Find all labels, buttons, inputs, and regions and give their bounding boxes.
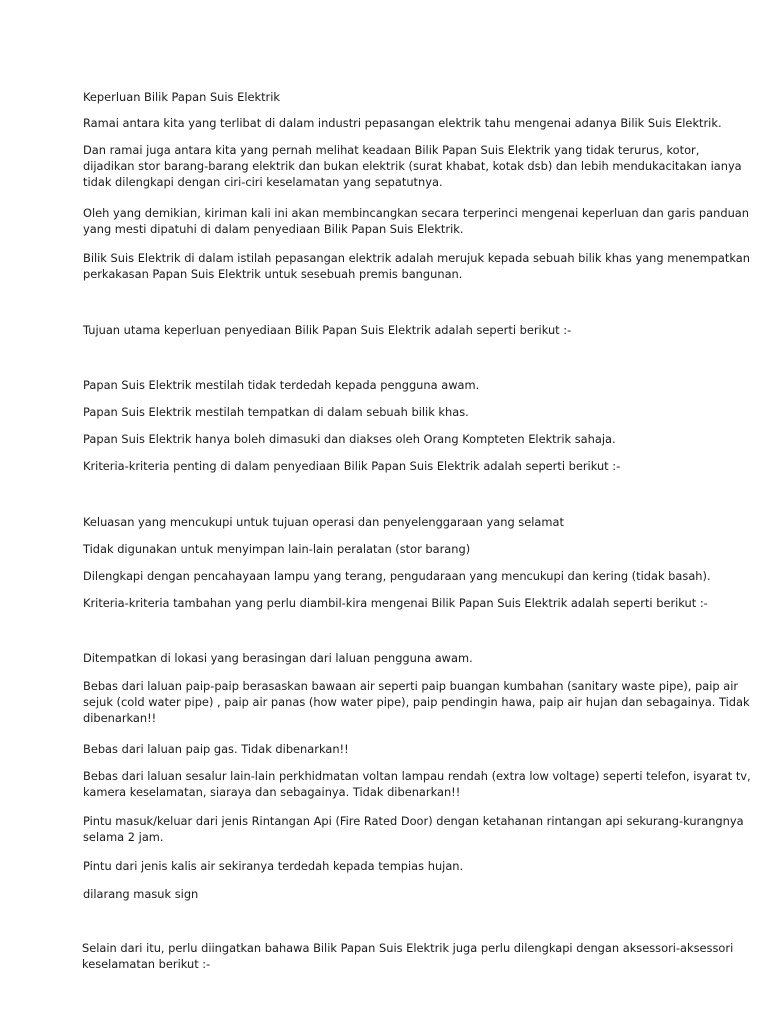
list-item: Bebas dari laluan sesalur lain-lain perkhidmatan voltan lampau rendah (extra low voltage) seperti telefon, isyarat tv, kamera keselamatan, siaraya dan sebagainya. Tidak dibenarkan!! (83, 769, 751, 799)
list-item: Ditempatkan di lokasi yang berasingan dari laluan pengguna awam. (83, 651, 473, 665)
section-intro: Tujuan utama keperluan penyediaan Bilik Papan Suis Elektrik adalah seperti berikut :- (83, 323, 572, 337)
list-item: Bebas dari laluan paip gas. Tidak dibenarkan!! (83, 742, 349, 756)
list-item: Papan Suis Elektrik mestilah tidak terdedah kepada pengguna awam. (83, 378, 480, 392)
list-item: Papan Suis Elektrik mestilah tempatkan di dalam sebuah bilik khas. (83, 405, 469, 419)
paragraph: Bilik Suis Elektrik di dalam istilah pepasangan elektrik adalah merujuk kepada sebuah bilik khas yang menempatkan perkakasan Papan Suis Elektrik untuk sesebuah premis bangunan. (83, 251, 750, 281)
list-item: Bebas dari laluan paip-paip berasaskan bawaan air seperti paip buangan kumbahan (sanitary waste pipe), paip air sejuk (cold water pipe) , paip air panas (how water pipe), paip pendingin hawa, paip air hujan dan sebagainya. Tidak dibenarkan!! (83, 679, 750, 725)
closing-paragraph: Selain dari itu, perlu diingatkan bahawa Bilik Papan Suis Elektrik juga perlu dilengkapi dengan aksessori-aksessori keselamatan berikut :- (82, 941, 734, 971)
paragraph: Dan ramai juga antara kita yang pernah melihat keadaan Bilik Papan Suis Elektrik yang tidak terurus, kotor, dijadikan stor barang-barang elektrik dan bukan elektrik (surat khabat, kotak dsb) dan lebih mendukacitakan ianya tidak dilengkapi dengan ciri-ciri keselamatan yang sepatutnya. (83, 143, 742, 189)
list-item: Pintu dari jenis kalis air sekiranya terdedah kepada tempias hujan. (83, 859, 464, 873)
section-intro: Kriteria-kriteria tambahan yang perlu diambil-kira mengenai Bilik Papan Suis Elektrik adalah seperti berikut :- (83, 596, 708, 610)
document-title: Keperluan Bilik Papan Suis Elektrik (83, 90, 280, 104)
list-item: Papan Suis Elektrik hanya boleh dimasuki dan diakses oleh Orang Kompteten Elektrik sahaja. (83, 432, 616, 446)
list-item: Keluasan yang mencukupi untuk tujuan operasi dan penyelenggaraan yang selamat (83, 515, 564, 529)
list-item: dilarang masuk sign (83, 887, 199, 901)
list-item: Pintu masuk/keluar dari jenis Rintangan Api (Fire Rated Door) dengan ketahanan rintangan api sekurang-kurangnya selama 2 jam. (83, 814, 744, 844)
paragraph: Oleh yang demikian, kiriman kali ini akan membincangkan secara terperinci mengenai keperluan dan garis panduan yang mesti dipatuhi di dalam penyediaan Bilik Papan Suis Elektrik. (83, 206, 750, 236)
paragraph: Ramai antara kita yang terlibat di dalam industri pepasangan elektrik tahu mengenai adanya Bilik Suis Elektrik. (83, 116, 722, 130)
list-item: Tidak digunakan untuk menyimpan lain-lain peralatan (stor barang) (83, 542, 471, 556)
list-item: Dilengkapi dengan pencahayaan lampu yang terang, pengudaraan yang mencukupi dan kering (tidak basah). (83, 569, 711, 583)
section-intro: Kriteria-kriteria penting di dalam penyediaan Bilik Papan Suis Elektrik adalah seperti berikut :- (83, 459, 621, 473)
